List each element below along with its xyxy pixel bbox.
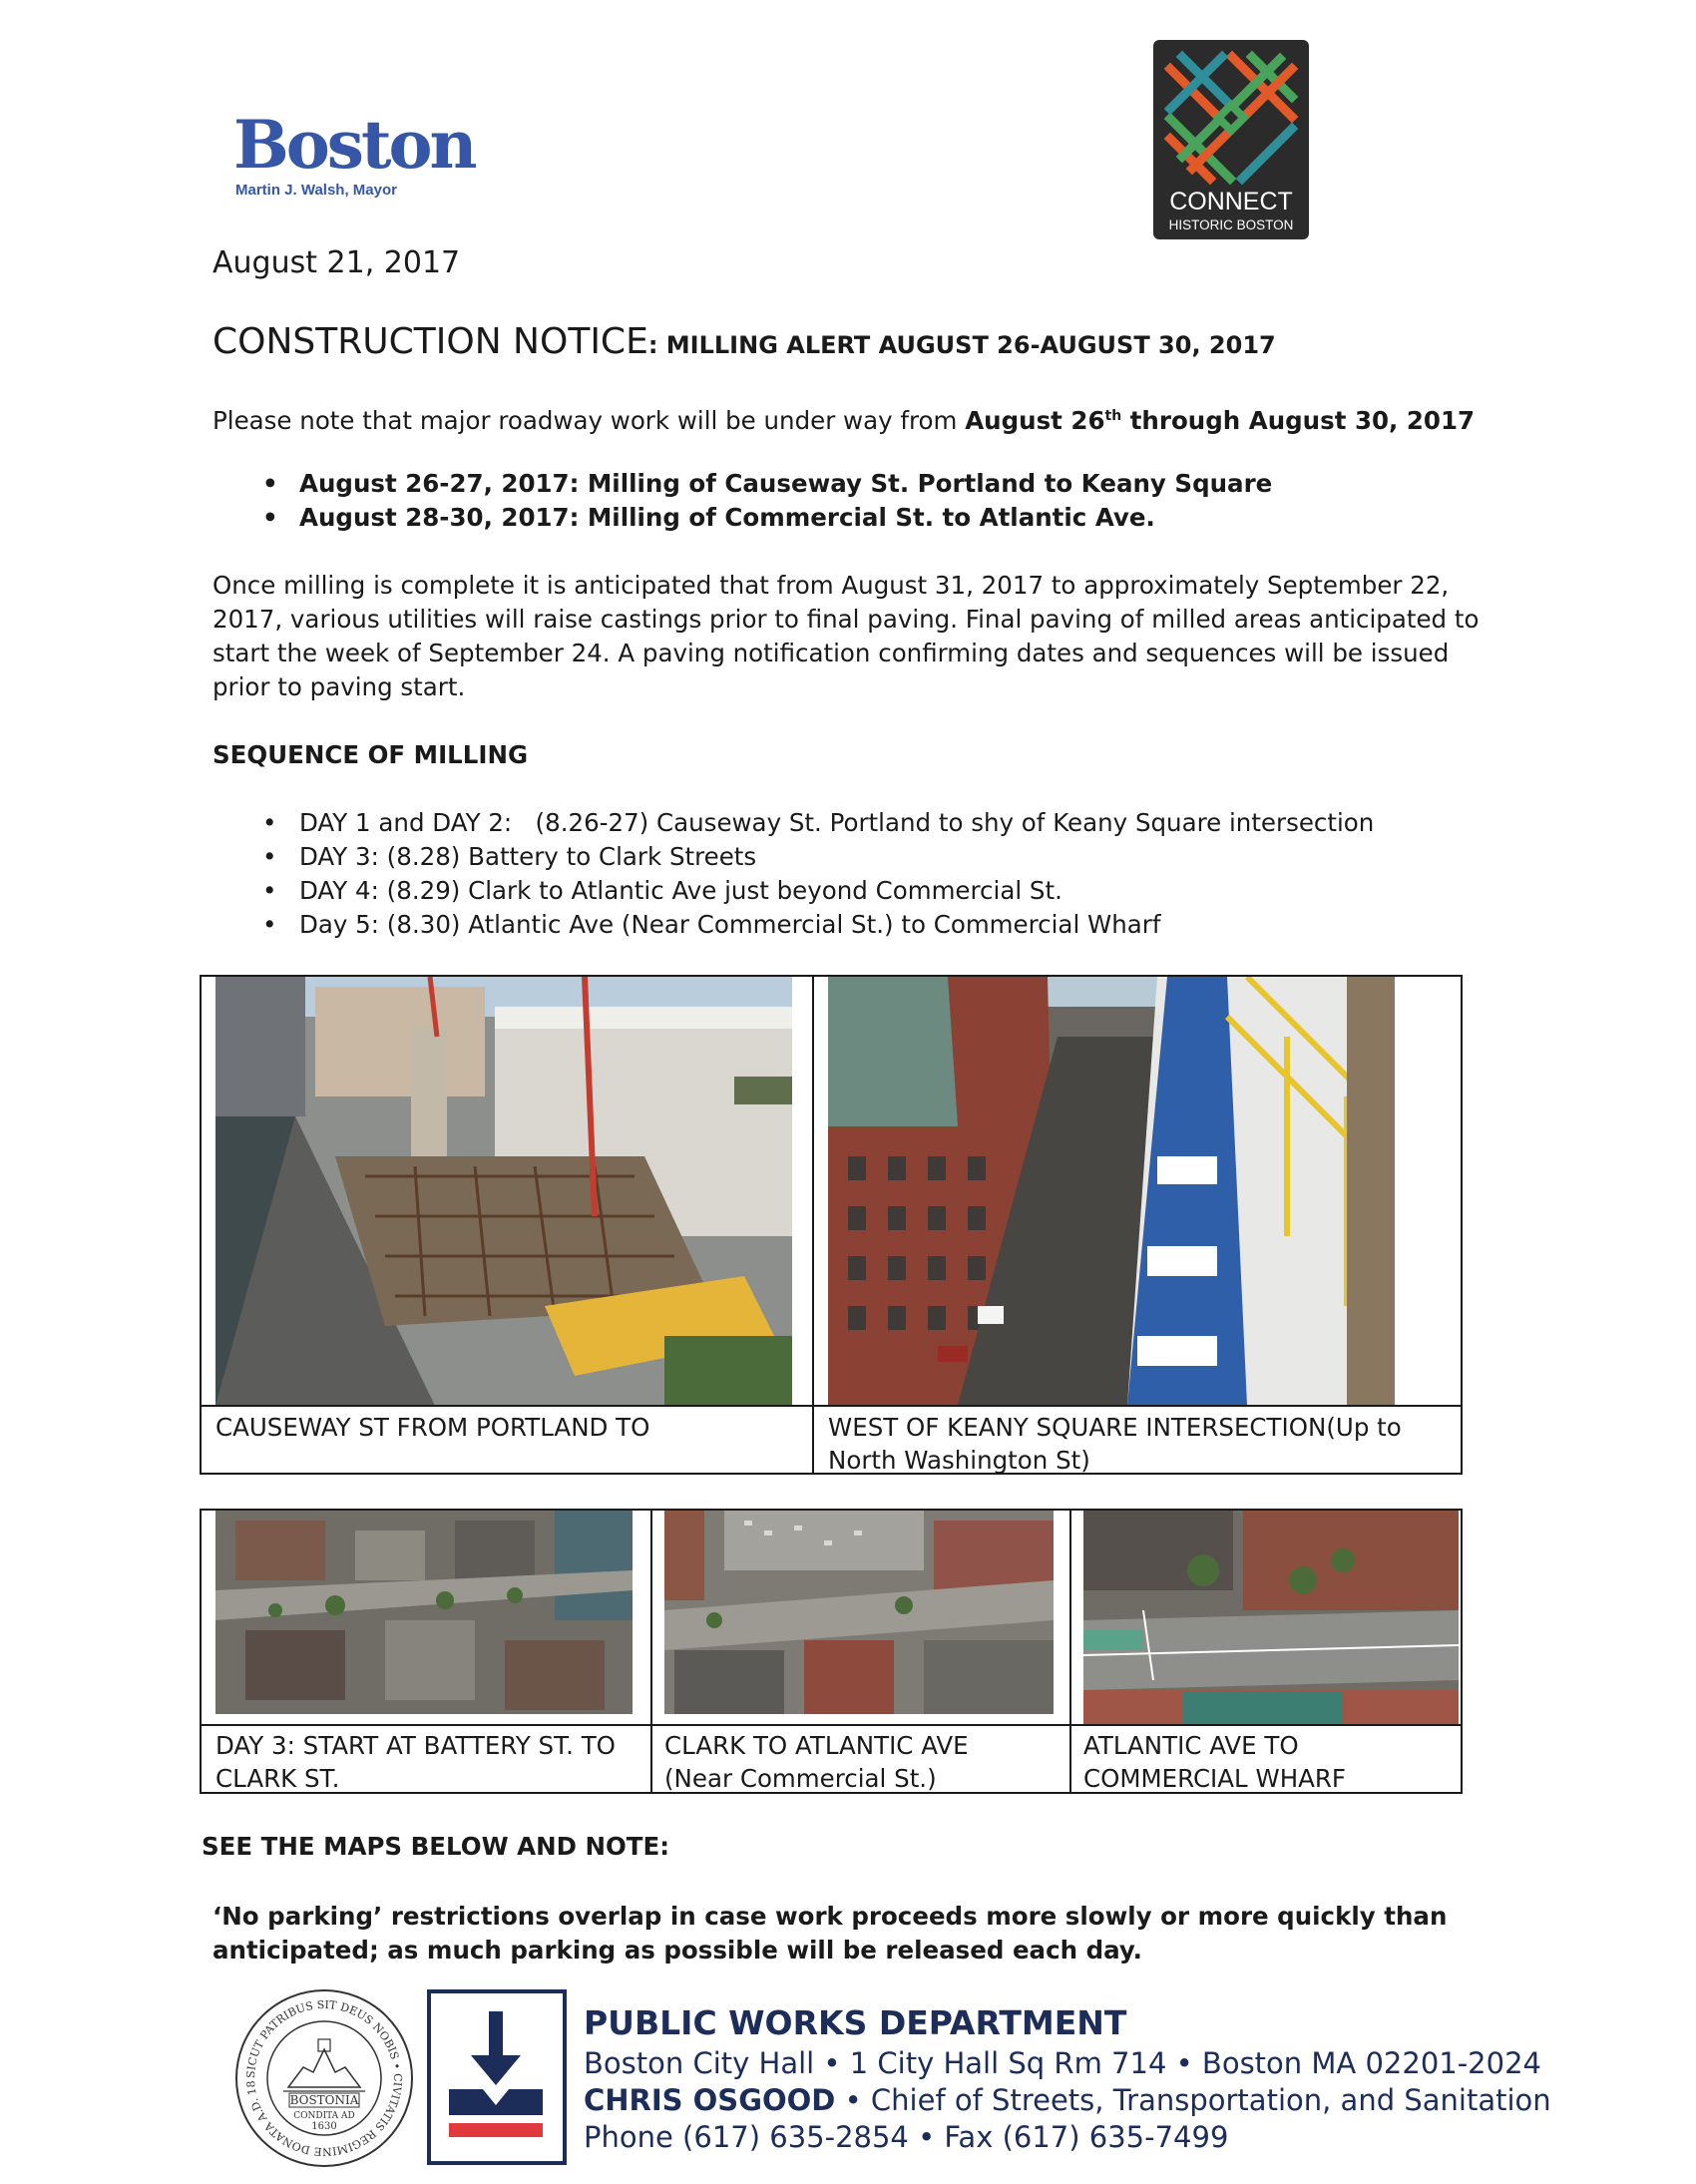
table-divider bbox=[202, 1405, 1461, 1407]
chb-pattern-icon bbox=[1162, 49, 1300, 187]
photo-caption bbox=[1083, 1729, 1346, 1795]
chb-connect-text: CONNECT bbox=[1169, 188, 1293, 216]
caption-line: DAY 3: START AT BATTERY ST. TO bbox=[215, 1731, 616, 1760]
department-chief bbox=[584, 2083, 1551, 2117]
keany-square-street-photo bbox=[828, 977, 1395, 1405]
department-address: Boston City Hall • 1 City Hall Sq Rm 714 • Boston MA 02201-2024 bbox=[584, 2046, 1541, 2080]
table-divider bbox=[1069, 1511, 1071, 1792]
list-item: • August 26-27, 2017: Milling of Causeway St. Portland to Keany Square bbox=[212, 467, 1272, 501]
caption-line: CLARK ST. bbox=[215, 1764, 340, 1793]
schedule-paragraph: Once milling is complete it is anticipated that from August 31, 2017 to approximately September 22, 2017, various utilities will raise castings prior to final paving. Final paving of milled areas anticipated to start the week of September 24. A paving notification confirming dates and sequences will be issued prior to paving start. bbox=[212, 571, 1480, 701]
public-works-icon bbox=[431, 1993, 563, 2161]
table-divider bbox=[202, 1724, 1461, 1726]
photo-table-1 bbox=[200, 975, 1463, 1475]
boston-wordmark: Boston bbox=[233, 106, 475, 184]
sequence-heading: SEQUENCE OF MILLING bbox=[212, 740, 529, 769]
table-divider bbox=[812, 977, 814, 1473]
connect-historic-boston-logo bbox=[1153, 40, 1309, 239]
notice-date: August 21, 2017 bbox=[212, 245, 461, 280]
seal-name: BOSTONIA bbox=[289, 2093, 359, 2107]
sequence-list bbox=[212, 806, 1374, 942]
parking-note: ‘No parking’ restrictions overlap in case work proceeds more slowly or more quickly than anticipated; as much parking as possible will be released each day. bbox=[212, 1902, 1448, 1965]
list-item: • DAY 3: (8.28) Battery to Clark Streets bbox=[212, 840, 1374, 874]
caption-line: (Near Commercial St.) bbox=[664, 1764, 937, 1793]
causeway-construction-photo bbox=[215, 977, 792, 1405]
notice-heading bbox=[212, 321, 1276, 362]
photo-caption: WEST OF KEANY SQUARE INTERSECTION(Up to North Washington St) bbox=[828, 1413, 1402, 1475]
list-item: • Day 5: (8.30) Atlantic Ave (Near Commercial St.) to Commercial Wharf bbox=[212, 908, 1374, 942]
svg-text:SICUT PATRIBUS SIT DEUS NOBIS bbox=[233, 1987, 404, 2158]
atlantic-wharf-aerial-photo bbox=[1083, 1511, 1459, 1724]
intro-text: Please note that major roadway work will be under way from bbox=[212, 406, 966, 436]
chb-historic-text: HISTORIC BOSTON bbox=[1168, 218, 1294, 232]
caption-line: CLARK TO ATLANTIC AVE bbox=[664, 1731, 969, 1760]
photo-table-2 bbox=[200, 1509, 1463, 1794]
seal-year: 1630 bbox=[311, 2121, 337, 2132]
seal-condita: CONDITA AD bbox=[293, 2111, 355, 2121]
photo-caption bbox=[664, 1729, 969, 1795]
intro-bold-date-end: through August 30, 2017 bbox=[1121, 406, 1476, 436]
list-item: • DAY 1 and DAY 2: (8.26-27) Causeway St. Portland to shy of Keany Square intersection bbox=[212, 806, 1374, 840]
photo-caption bbox=[215, 1729, 616, 1795]
list-item: • August 28-30, 2017: Milling of Commercial St. to Atlantic Ave. bbox=[212, 501, 1272, 535]
caption-line: COMMERCIAL WHARF bbox=[1083, 1764, 1347, 1793]
public-works-logo bbox=[427, 1989, 567, 2165]
boston-mayor-line: Martin J. Walsh, Mayor bbox=[235, 182, 397, 199]
chief-name: CHRIS OSGOOD bbox=[584, 2083, 836, 2117]
maps-heading: SEE THE MAPS BELOW AND NOTE: bbox=[202, 1832, 670, 1861]
clark-atlantic-aerial-photo bbox=[664, 1511, 1054, 1714]
table-divider bbox=[650, 1511, 652, 1792]
seal-ring-text: SICUT PATRIBUS SIT DEUS NOBIS • CIVITATIS REGIMINE DONATA A.D. 18 bbox=[243, 1997, 405, 2159]
chief-title: • Chief of Streets, Transportation, and Sanitation bbox=[835, 2083, 1551, 2117]
battery-clark-aerial-photo bbox=[215, 1511, 633, 1714]
department-phone: Phone (617) 635-2854 • Fax (617) 635-7499 bbox=[584, 2120, 1229, 2154]
intro-bold-date: August 26 bbox=[965, 406, 1105, 436]
heading-sub: : MILLING ALERT AUGUST 26-AUGUST 30, 2017 bbox=[647, 331, 1276, 359]
list-item: • DAY 4: (8.29) Clark to Atlantic Ave just beyond Commercial St. bbox=[212, 874, 1374, 908]
intro-sup: th bbox=[1104, 408, 1122, 424]
heading-main: CONSTRUCTION NOTICE bbox=[212, 321, 648, 362]
city-of-boston-seal bbox=[233, 1987, 415, 2169]
department-title: PUBLIC WORKS DEPARTMENT bbox=[584, 2003, 1127, 2042]
boston-logo bbox=[233, 106, 475, 199]
milling-dates-list bbox=[212, 467, 1272, 535]
intro-paragraph bbox=[212, 399, 1489, 438]
photo-caption: CAUSEWAY ST FROM PORTLAND TO bbox=[215, 1413, 650, 1442]
caption-line: ATLANTIC AVE TO bbox=[1083, 1731, 1299, 1760]
